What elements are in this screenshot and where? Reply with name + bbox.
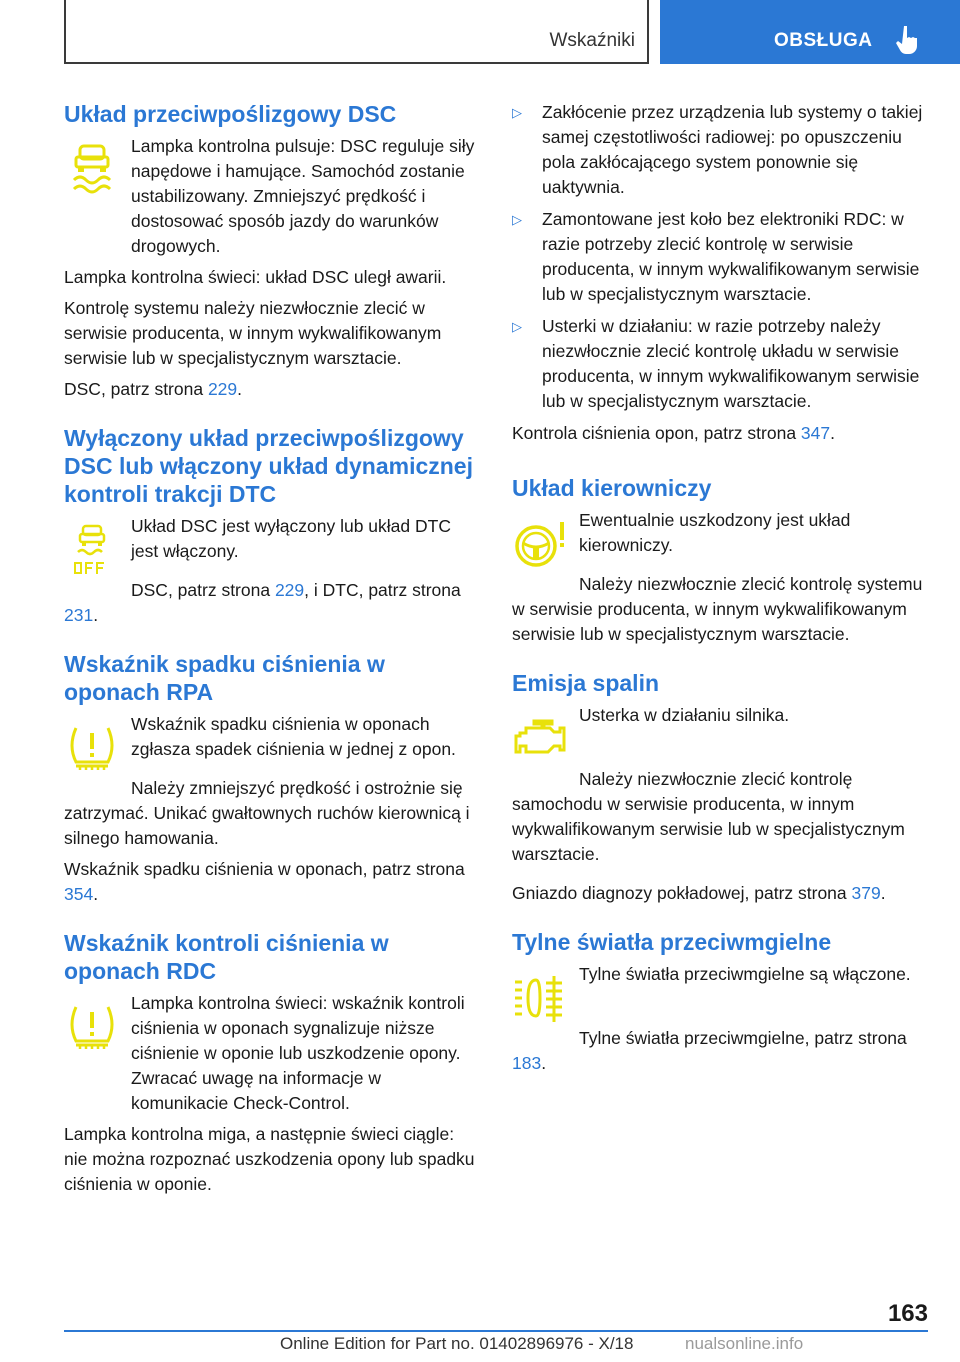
footer-divider [64,1330,928,1332]
page-link[interactable]: 183 [512,1053,542,1073]
section-title: Układ przeciwpoślizgowy DSC [64,101,397,127]
page-reference: DSC, patrz strona 229, i DTC, patrz strona 231. [64,580,461,625]
section-tab-label: OBSŁUGA [774,30,873,51]
page-reference: Wskaźnik spadku ciśnienia w oponach, patrz strona 354. [64,859,465,904]
paragraph: Tylne światła przeciwmgielne są włączone. [579,964,911,984]
list-item: ▷ Zamontowane jest koło bez elektroniki RDC: w razie potrzeby zlecić kontrolę w serwisie producenta, w innym wykwalifikowanym serwisie lub w specjalistycznym warsztacie. [512,209,920,304]
chapter-title: Wskaźniki [549,30,635,51]
page-reference: Kontrola ciśnienia opon, patrz strona 347. [512,423,835,443]
left-column [64,100,478,1219]
page-link[interactable]: 231 [64,605,94,625]
tire-pressure-icon [64,999,120,1055]
triangle-bullet-icon: ▷ [512,319,522,334]
page-link[interactable]: 229 [274,580,305,600]
page-link[interactable]: 229 [207,379,238,399]
section-title: Układ kierowniczy [512,475,712,501]
section-rpa [64,650,478,907]
paragraph: Lampka kontrolna pulsuje: DSC reguluje siły napędowe i hamujące. Samochód zostanie ustabilizowany. Zmniejszyć prędkość i dostosować sposób jazdy do warunków drogowych. [131,136,475,256]
section-title: Wskaźnik spadku ciśnienia w oponach RPA [64,651,385,705]
tire-pressure-icon [64,720,120,776]
page-reference: Gniazdo diagnozy pokładowej, patrz strona 379. [512,883,886,903]
section-title: Tylne światła przeciwmgielne [512,929,832,955]
dsc-warning-icon [64,142,120,198]
section-dsc-off [64,424,478,628]
bullet-list [512,100,928,414]
section-rdc [64,929,478,1197]
list-item: ▷ Usterki w działaniu: w razie potrzeby należy niezwłocznie zlecić kontrolę układu w serwisie producenta, w innym wykwalifikowanym serwisie lub w specjalistycznym warsztacie. [512,316,920,411]
page-header [0,0,960,66]
icon-paragraph [512,508,928,572]
triangle-bullet-icon: ▷ [512,105,522,120]
icon-paragraph [512,962,928,1026]
paragraph: Ewentualnie uszkodzony jest układ kierowniczy. [579,510,851,555]
section-title: Wskaźnik kontroli ciśnienia w oponach RDC [64,930,389,984]
page-link[interactable]: 347 [800,423,831,443]
icon-paragraph [64,514,478,578]
list-item: ▷ Zakłócenie przez urządzenia lub systemy o takiej samej częstotliwości radiowej: po opuszczeniu pola zakłócającego system ponownie się uaktywnia. [512,102,923,197]
pointing-hand-icon [896,24,922,56]
icon-paragraph [64,712,478,776]
right-column [512,100,928,1098]
paragraph: Lampka kontrolna miga, a następnie świeci ciągle: nie można rozpoznać uszkodzenia opony lub spadku ciśnienia w oponie. [64,1124,475,1194]
rear-fog-light-icon [512,970,568,1026]
paragraph: Wskaźnik spadku ciśnienia w oponach zgłasza spadek ciśnienia w jednej z opon. [131,714,456,759]
page-reference: DSC, patrz strona 229. [64,379,243,399]
section-dsc [64,100,478,402]
chapter-box [64,0,649,64]
paragraph: Kontrolę systemu należy niezwłocznie zlecić w serwisie producenta, w innym wykwalifikowanym serwisie lub w specjalistycznym warsztacie. [64,298,442,368]
steering-warning-icon [512,516,568,572]
icon-paragraph [512,703,928,767]
paragraph: Układ DSC jest wyłączony lub układ DTC jest włączony. [131,516,451,561]
triangle-bullet-icon: ▷ [512,212,522,227]
paragraph: Lampka kontrolna świeci: układ DSC uległ awarii. [64,267,447,287]
section-title: Emisja spalin [512,670,660,696]
section-emission [512,669,928,906]
icon-paragraph [64,134,478,259]
page-number: 163 [887,1300,928,1327]
section-rear-fog [512,928,928,1076]
paragraph: Lampka kontrolna świeci: wskaźnik kontroli ciśnienia w oponach sygnalizuje niższe ciśnienie w oponie lub uszkodzenie opony. Zwracać uwagę na informacje w komunikacie Check-Control. [131,993,465,1113]
edition-text: Online Edition for Part no. 01402896976 - X/18 [280,1334,634,1353]
section-title: Wyłączony układ przeciwpoślizgowy DSC lub włączony układ dynamicznej kontroli trakcji DTC [64,425,473,507]
dsc-off-icon [64,522,120,578]
watermark: nualsonline.info [685,1334,804,1353]
section-steering [512,474,928,647]
paragraph: Usterka w działaniu silnika. [579,705,790,725]
page-link[interactable]: 354 [64,884,94,904]
paragraph: Należy niezwłocznie zlecić kontrolę samochodu w serwisie producenta, w innym wykwalifikowanym serwisie lub w specjalistycznym warsztacie. [512,769,905,864]
section-tab[interactable] [660,0,960,64]
page-reference: Tylne światła przeciwmgielne, patrz strona 183. [512,1028,907,1073]
paragraph: Należy niezwłocznie zlecić kontrolę systemu w serwisie producenta, w innym wykwalifikowanym serwisie lub w specjalistycznym warsztacie. [512,574,923,644]
icon-paragraph [64,991,478,1116]
engine-check-icon [512,711,568,767]
paragraph: Należy zmniejszyć prędkość i ostrożnie się zatrzymać. Unikać gwałtownych ruchów kierownicą i silnego hamowania. [64,778,470,848]
page-link[interactable]: 379 [851,883,881,903]
